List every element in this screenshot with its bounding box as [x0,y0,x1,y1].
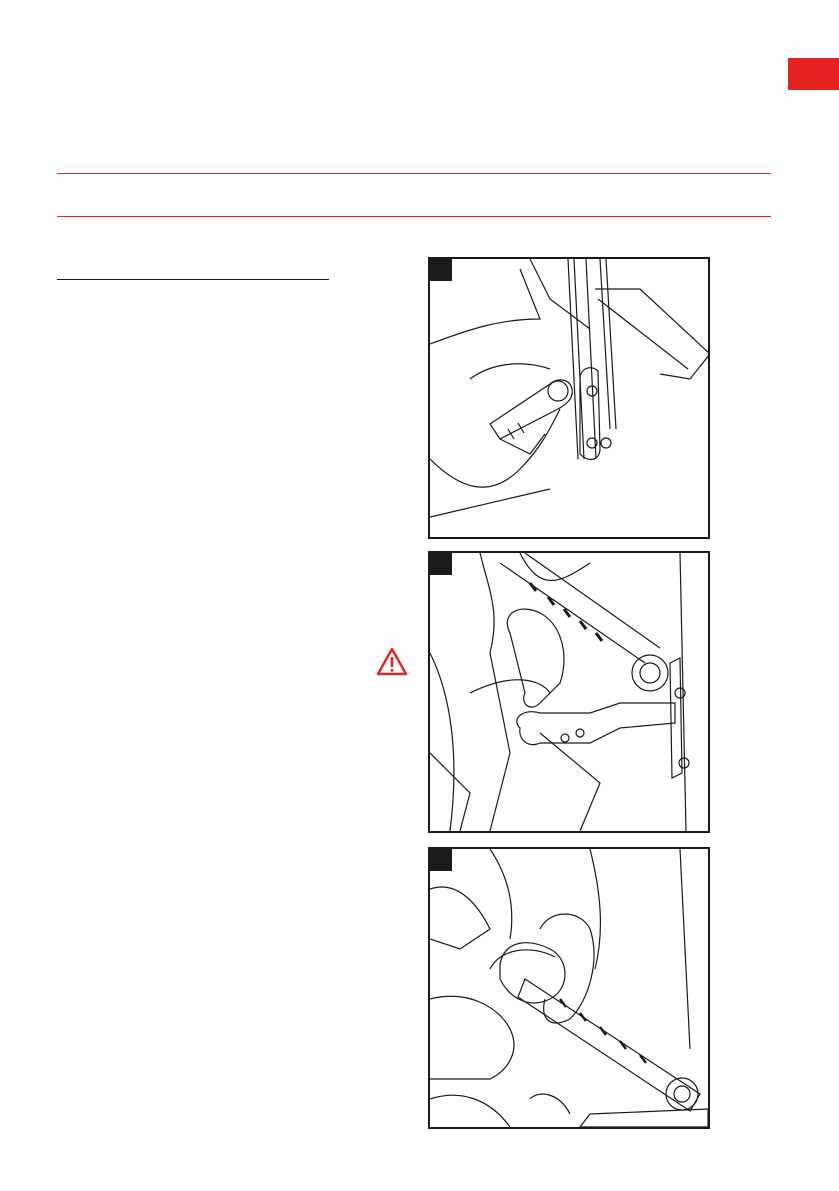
subheading-underline [57,279,329,280]
lanyard-connector-on-anchor-icon [430,259,708,537]
figure-step-2 [428,551,710,833]
warning-triangle-icon [376,647,408,677]
hand-attaching-strap-icon [430,849,708,1127]
figure-step-3 [428,847,710,1129]
step-number-badge [430,849,452,871]
title-rule-bottom [57,216,771,217]
figure-step-1 [428,257,710,539]
hand-opening-connector-icon [430,553,708,831]
step-number-badge [430,553,452,575]
step-number-badge [430,259,452,281]
section-tab-marker [788,58,839,90]
title-rule-top [57,173,771,174]
